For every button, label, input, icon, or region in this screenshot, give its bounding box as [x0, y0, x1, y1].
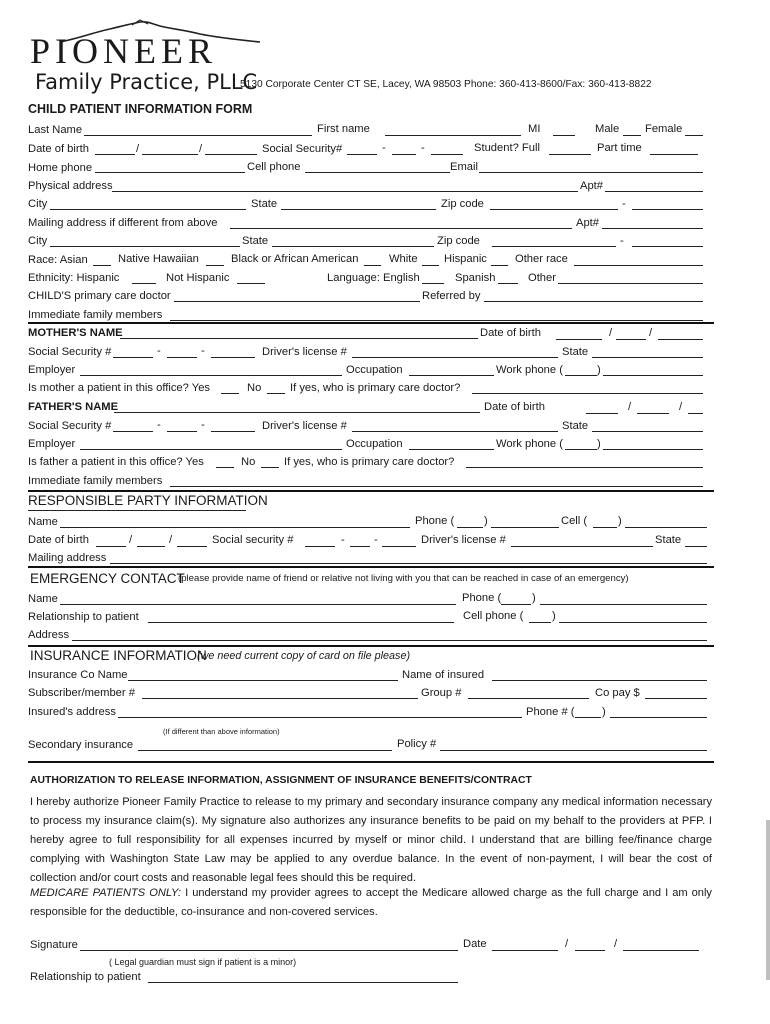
mother-ssn-part2-field[interactable] [167, 357, 197, 358]
mother-dob-slash: / [609, 327, 613, 339]
group-label: Group # [421, 687, 462, 699]
mother-dl-field[interactable] [352, 357, 558, 358]
zip-label: Zip code [441, 198, 484, 210]
apt-field[interactable] [605, 191, 703, 192]
last-name-field[interactable] [84, 135, 312, 136]
mother-patient-question: Is mother a patient in this office? Yes [28, 382, 211, 394]
email-field[interactable] [479, 172, 703, 173]
black-label: Black or African American [231, 253, 359, 265]
signature-label: Signature [30, 939, 78, 951]
spanish-checkbox[interactable] [498, 283, 518, 284]
mother-ssn-dash: - [201, 345, 205, 357]
physical-address-label: Physical address [28, 180, 113, 192]
responsible-dob-day-field[interactable] [137, 546, 165, 547]
mother-ssn-label: Social Security # [28, 346, 112, 358]
student-full-label: Student? Full [474, 142, 540, 154]
mother-dob-month-field[interactable] [556, 339, 602, 340]
responsible-dob-slash: / [169, 534, 173, 546]
insured-address-note: (If different than above information) [163, 727, 280, 736]
hispanic-race-checkbox[interactable] [491, 265, 508, 266]
responsible-mailing-label: Mailing address [28, 552, 107, 564]
responsible-ssn-dash: - [374, 534, 378, 546]
not-hispanic-checkbox[interactable] [237, 283, 265, 284]
insured-phone-label: Phone # ( [526, 706, 575, 718]
father-work-phone-field[interactable] [565, 449, 597, 450]
father-dob-slash: / [679, 401, 683, 413]
city-label: City [28, 198, 48, 210]
cell-phone-label: Cell phone [247, 161, 301, 173]
date-day-field[interactable] [575, 950, 605, 951]
ssn-part1-field[interactable] [347, 154, 377, 155]
responsible-dob-label: Date of birth [28, 534, 89, 546]
dob-slash: / [199, 143, 203, 155]
dob-year-field[interactable] [205, 154, 257, 155]
emergency-cell-area-field[interactable] [529, 622, 551, 623]
section-divider [28, 566, 714, 568]
emergency-cell-field[interactable] [559, 622, 707, 623]
mother-work-phone-label: Work phone ( [496, 364, 563, 376]
father-dob-month-field[interactable] [586, 413, 618, 414]
medicare-body: I understand my provider agrees to accept the Medicare allowed charge as the full charge and I am only responsible for the deductible, co-insurance and non-covered services. [30, 887, 712, 918]
father-employer-label: Employer [28, 438, 76, 450]
medicare-label: MEDICARE PATIENTS ONLY: [30, 887, 182, 899]
responsible-ssn-part3-field[interactable] [382, 546, 416, 547]
responsible-party-title: RESPONSIBLE PARTY INFORMATION [28, 493, 268, 508]
responsible-ssn-part2-field[interactable] [350, 546, 370, 547]
emergency-phone-label: Phone ( [462, 592, 502, 604]
mother-occupation-field[interactable] [409, 375, 494, 376]
native-hawaiian-checkbox[interactable] [206, 265, 224, 266]
mother-name-label: MOTHER'S NAME [28, 327, 123, 339]
signature-field[interactable] [80, 950, 458, 951]
ssn-part3-field[interactable] [431, 154, 463, 155]
responsible-phone-label: Phone ( [415, 515, 455, 527]
family-members-label: Immediate family members [28, 309, 163, 321]
father-ssn-part3-field[interactable] [211, 431, 255, 432]
other-race-field[interactable] [574, 265, 703, 266]
race-asian-checkbox[interactable] [93, 265, 111, 266]
emergency-phone-field[interactable] [540, 604, 707, 605]
relationship-field[interactable] [148, 982, 458, 983]
zip2-dash: - [620, 235, 624, 247]
responsible-dl-field[interactable] [511, 546, 653, 547]
mother-employer-label: Employer [28, 364, 76, 376]
emergency-relationship-field[interactable] [148, 622, 454, 623]
mother-pcp-question: If yes, who is primary care doctor? [290, 382, 461, 394]
zip2-field[interactable] [492, 246, 616, 247]
section-divider [28, 761, 714, 763]
responsible-ssn-dash: - [341, 534, 345, 546]
section-divider [28, 490, 714, 492]
hispanic-race-label: Hispanic [444, 253, 487, 265]
father-patient-no-label: No [241, 456, 256, 468]
date-slash: / [565, 938, 569, 950]
father-dob-label: Date of birth [484, 401, 545, 413]
mother-dl-label: Driver's license # [262, 346, 347, 358]
state-field[interactable] [281, 209, 436, 210]
insurance-co-name-label: Insurance Co Name [28, 669, 128, 681]
scan-edge [766, 820, 770, 980]
dob-label: Date of birth [28, 143, 89, 155]
insurance-note: (we need current copy of card on file please) [197, 650, 411, 662]
insured-name-field[interactable] [492, 680, 707, 681]
father-patient-question: Is father a patient in this office? Yes [28, 456, 204, 468]
ssn-part2-field[interactable] [392, 154, 416, 155]
father-dob-slash: / [628, 401, 632, 413]
white-checkbox[interactable] [422, 265, 439, 266]
zip-field[interactable] [490, 209, 618, 210]
insurance-co-name-field[interactable] [128, 680, 398, 681]
other-race-label: Other race [515, 253, 568, 265]
secondary-insurance-field[interactable] [138, 750, 392, 751]
ethnicity-hispanic-checkbox[interactable] [132, 283, 156, 284]
pcp-field[interactable] [174, 301, 420, 302]
mi-label: MI [528, 123, 541, 135]
family-members-field[interactable] [170, 320, 703, 321]
father-pcp-field[interactable] [466, 467, 703, 468]
ssn-label: Social Security# [262, 143, 343, 155]
responsible-cell-area-field[interactable] [593, 527, 617, 528]
mother-ssn-part1-field[interactable] [113, 357, 153, 358]
first-name-field[interactable] [385, 135, 521, 136]
mailing-address-field[interactable] [230, 228, 572, 229]
responsible-name-label: Name [28, 516, 58, 528]
father-work-phone-number-field[interactable] [603, 449, 703, 450]
father-work-phone-close: ) [597, 438, 601, 450]
zip2-ext-field[interactable] [632, 246, 703, 247]
other-language-label: Other [528, 272, 556, 284]
emergency-address-label: Address [28, 629, 70, 641]
pcp-label: CHILD'S primary care doctor [28, 290, 171, 302]
father-patient-yes-checkbox[interactable] [216, 467, 234, 468]
medicare-paragraph [30, 884, 712, 922]
other-language-field[interactable] [558, 283, 703, 284]
insurance-title: INSURANCE INFORMATION [30, 648, 207, 663]
date-year-field[interactable] [623, 950, 699, 951]
mother-dob-label: Date of birth [480, 327, 541, 339]
copay-label: Co pay $ [595, 687, 640, 699]
not-hispanic-label: Not Hispanic [166, 272, 230, 284]
native-hawaiian-label: Native Hawaiian [118, 253, 199, 265]
date-month-field[interactable] [492, 950, 558, 951]
apt-label: Apt# [580, 180, 604, 192]
father-occupation-label: Occupation [346, 438, 403, 450]
insured-address-field[interactable] [118, 717, 522, 718]
mailing-address-label: Mailing address if different from above [28, 217, 218, 229]
father-dob-year-field[interactable] [688, 413, 703, 414]
city2-field[interactable] [50, 246, 240, 247]
dob-month-field[interactable] [95, 154, 135, 155]
father-ssn-dash: - [157, 419, 161, 431]
father-ssn-part2-field[interactable] [167, 431, 197, 432]
responsible-name-field[interactable] [60, 527, 410, 528]
white-label: White [389, 253, 418, 265]
father-dl-label: Driver's license # [262, 420, 347, 432]
father-name-label: FATHER'S NAME [28, 401, 119, 413]
responsible-mailing-field[interactable] [110, 563, 707, 564]
last-name-label: Last Name [28, 124, 83, 136]
mother-occupation-label: Occupation [346, 364, 403, 376]
race-label: Race: Asian [28, 254, 88, 266]
city-field[interactable] [50, 209, 246, 210]
female-label: Female [645, 123, 683, 135]
female-checkbox[interactable] [685, 135, 703, 136]
dob-slash: / [136, 143, 140, 155]
title-underline [28, 510, 246, 511]
ssn-dash: - [421, 142, 425, 154]
mother-work-phone-number-field[interactable] [603, 375, 703, 376]
male-label: Male [595, 123, 620, 135]
mother-dob-day-field[interactable] [616, 339, 646, 340]
referred-by-label: Referred by [422, 290, 481, 302]
part-time-label: Part time [597, 142, 642, 154]
mother-state-field[interactable] [592, 357, 703, 358]
mother-work-phone-field[interactable] [565, 375, 597, 376]
part-time-field[interactable] [650, 154, 698, 155]
mother-dob-slash: / [649, 327, 653, 339]
subscriber-label: Subscriber/member # [28, 687, 135, 699]
emergency-cell-close: ) [552, 610, 556, 622]
mi-field[interactable] [553, 135, 575, 136]
father-state-label: State [562, 420, 589, 432]
responsible-ssn-label: Social security # [212, 534, 294, 546]
secondary-insurance-label: Secondary insurance [28, 739, 134, 751]
father-employer-field[interactable] [80, 449, 342, 450]
group-field[interactable] [468, 698, 589, 699]
city2-label: City [28, 235, 48, 247]
form-title: CHILD PATIENT INFORMATION FORM [28, 102, 253, 116]
authorization-body: I hereby authorize Pioneer Family Practice to release to my primary and secondary insurance company any medical information necessary to process my insurance claim(s). My signature also authorizes any insurance benefits to be paid on my behalf to the providers at PFP. I hereby agree to full responsibility for all expenses incurred by myself or minor child. I understand that are billing fee/finance charge complying with Washington State Law may be applied to any overdue balance. In the event of non-payment, I will bear the cost of collection and/or court costs and reasonable legal fees should this be required. [30, 796, 712, 884]
father-dob-day-field[interactable] [637, 413, 669, 414]
emergency-cell-label: Cell phone ( [463, 610, 524, 622]
state2-field[interactable] [272, 246, 434, 247]
cell-phone-field[interactable] [305, 172, 450, 173]
insured-name-label: Name of insured [402, 669, 485, 681]
student-full-field[interactable] [549, 154, 591, 155]
mother-ssn-dash: - [157, 345, 161, 357]
authorization-title: AUTHORIZATION TO RELEASE INFORMATION, ASSIGNMENT OF INSURANCE BENEFITS/CONTRACT [30, 775, 532, 786]
father-work-phone-label: Work phone ( [496, 438, 563, 450]
spanish-label: Spanish [455, 272, 496, 284]
father-pcp-question: If yes, who is primary care doctor? [284, 456, 455, 468]
apt2-label: Apt# [576, 217, 600, 229]
father-state-field[interactable] [592, 431, 703, 432]
father-name-field[interactable] [114, 412, 480, 413]
english-checkbox[interactable] [422, 283, 444, 284]
policy-label: Policy # [397, 738, 437, 750]
policy-field[interactable] [440, 750, 707, 751]
responsible-state-label: State [655, 534, 682, 546]
practice-address: 5130 Corporate Center CT SE, Lacey, WA 98503 Phone: 360-413-8600/Fax: 360-413-8822 [240, 79, 652, 90]
physical-address-field[interactable] [112, 191, 578, 192]
ssn-dash: - [382, 142, 386, 154]
copay-field[interactable] [645, 698, 707, 699]
mother-state-label: State [562, 346, 589, 358]
mother-patient-no-checkbox[interactable] [267, 393, 285, 394]
logo-name: PIONEER [30, 31, 217, 71]
emergency-contact-title: EMERGENCY CONTACT [30, 571, 185, 586]
section-divider [28, 645, 714, 647]
emergency-phone-area-field[interactable] [501, 604, 531, 605]
mother-ssn-part3-field[interactable] [211, 357, 255, 358]
language-label: Language: English [327, 272, 420, 284]
black-checkbox[interactable] [364, 265, 381, 266]
mother-employer-field[interactable] [80, 375, 342, 376]
responsible-dob-year-field[interactable] [177, 546, 207, 547]
insured-phone-area-field[interactable] [575, 717, 601, 718]
apt2-field[interactable] [602, 228, 703, 229]
mother-patient-no-label: No [247, 382, 262, 394]
zip-dash: - [622, 198, 626, 210]
responsible-state-field[interactable] [685, 546, 707, 547]
responsible-cell-close: ) [618, 515, 622, 527]
ethnicity-label: Ethnicity: Hispanic [28, 272, 120, 284]
father-occupation-field[interactable] [409, 449, 494, 450]
state-label: State [251, 198, 278, 210]
zip2-label: Zip code [437, 235, 480, 247]
mother-patient-yes-checkbox[interactable] [221, 393, 239, 394]
insured-phone-close: ) [602, 706, 606, 718]
responsible-phone-area-field[interactable] [457, 527, 483, 528]
responsible-dl-label: Driver's license # [421, 534, 506, 546]
mother-work-phone-close: ) [597, 364, 601, 376]
zip-ext-field[interactable] [632, 209, 703, 210]
date-label: Date [463, 938, 487, 950]
guardian-note: ( Legal guardian must sign if patient is a minor) [109, 957, 297, 967]
emergency-contact-note: (please provide name of friend or relative not living with you that can be reached in case of an emergency) [178, 573, 629, 584]
responsible-phone-field[interactable] [491, 527, 559, 528]
state2-label: State [242, 235, 269, 247]
mother-dob-year-field[interactable] [658, 339, 703, 340]
father-family-members-label: Immediate family members [28, 475, 163, 487]
referred-by-field[interactable] [484, 301, 703, 302]
responsible-phone-close: ) [484, 515, 488, 527]
mother-pcp-field[interactable] [472, 393, 703, 394]
responsible-dob-month-field[interactable] [96, 546, 126, 547]
father-patient-no-checkbox[interactable] [261, 467, 279, 468]
insured-address-label: Insured's address [28, 706, 116, 718]
emergency-relationship-label: Relationship to patient [28, 611, 139, 623]
male-checkbox[interactable] [623, 135, 641, 136]
first-name-label: First name [317, 123, 370, 135]
father-dl-field[interactable] [352, 431, 558, 432]
father-ssn-dash: - [201, 419, 205, 431]
responsible-dob-slash: / [129, 534, 133, 546]
emergency-name-field[interactable] [60, 604, 456, 605]
relationship-label: Relationship to patient [30, 971, 141, 983]
responsible-ssn-part1-field[interactable] [305, 546, 335, 547]
mother-name-field[interactable] [120, 338, 478, 339]
email-label: Email [450, 161, 478, 173]
subscriber-field[interactable] [142, 698, 418, 699]
responsible-cell-field[interactable] [625, 527, 707, 528]
dob-day-field[interactable] [142, 154, 198, 155]
father-ssn-part1-field[interactable] [113, 431, 153, 432]
responsible-cell-label: Cell ( [561, 515, 588, 527]
father-ssn-label: Social Security # [28, 420, 112, 432]
emergency-phone-close: ) [532, 592, 536, 604]
father-family-members-field[interactable] [170, 486, 703, 487]
logo-subtitle: Family Practice, PLLC [35, 70, 258, 94]
emergency-address-field[interactable] [72, 640, 707, 641]
home-phone-field[interactable] [95, 172, 245, 173]
insured-phone-field[interactable] [610, 717, 707, 718]
date-slash: / [614, 938, 618, 950]
home-phone-label: Home phone [28, 162, 93, 174]
emergency-name-label: Name [28, 593, 58, 605]
section-divider [28, 322, 714, 324]
